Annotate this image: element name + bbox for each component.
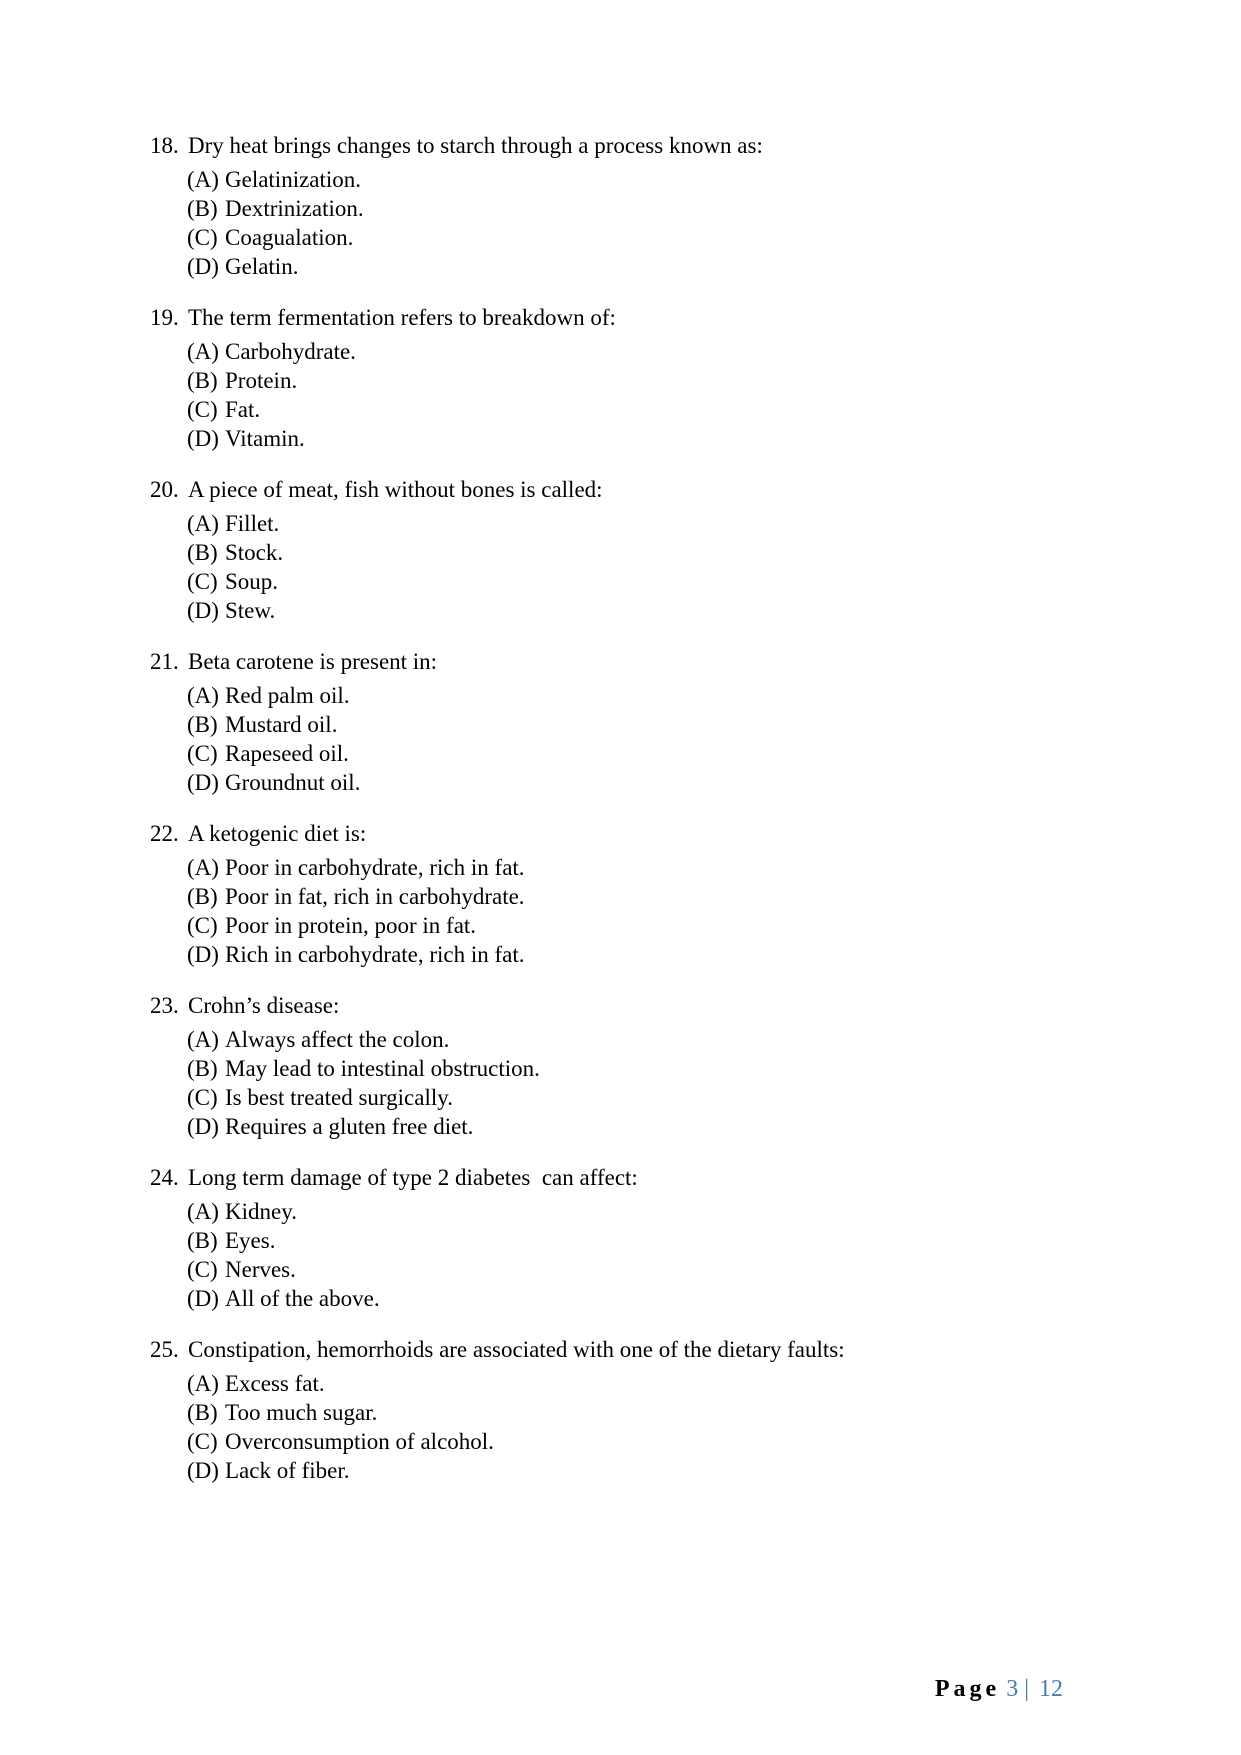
- question-item: [150, 819, 1150, 969]
- option-text: Vitamin.: [225, 426, 305, 451]
- page-label: Page: [934, 1676, 1001, 1702]
- question-item: [150, 303, 1150, 453]
- option-letter: (D): [187, 942, 219, 967]
- answer-option: [187, 538, 1150, 567]
- option-text: Coagualation.: [225, 225, 354, 250]
- question-item: [150, 131, 1150, 281]
- answer-option: [187, 1083, 1150, 1112]
- question-stem: [150, 819, 1150, 853]
- question-number: 19.: [150, 305, 179, 330]
- answer-option: [187, 366, 1150, 395]
- question-text: The term fermentation refers to breakdown of:: [188, 305, 616, 330]
- option-letter: (C): [187, 741, 218, 766]
- option-letter: (A): [187, 855, 219, 880]
- option-text: Requires a gluten free diet.: [225, 1114, 474, 1139]
- question-stem: [150, 647, 1150, 681]
- question-number: 18.: [150, 133, 179, 158]
- option-letter: (C): [187, 913, 218, 938]
- page-number: 3: [1006, 1676, 1019, 1702]
- answer-option: [187, 940, 1150, 969]
- option-letter: (D): [187, 1114, 219, 1139]
- answer-option: [187, 681, 1150, 710]
- option-text: Eyes.: [225, 1228, 276, 1253]
- option-list: [150, 681, 1150, 797]
- option-letter: (A): [187, 339, 219, 364]
- option-text: Poor in carbohydrate, rich in fat.: [225, 855, 525, 880]
- option-letter: (D): [187, 254, 219, 279]
- option-list: [150, 1025, 1150, 1141]
- answer-option: [187, 853, 1150, 882]
- option-list: [150, 165, 1150, 281]
- question-list: [150, 131, 1150, 1507]
- question-number: 24.: [150, 1165, 179, 1190]
- answer-option: [187, 1226, 1150, 1255]
- option-letter: (C): [187, 1429, 218, 1454]
- option-letter: (A): [187, 1199, 219, 1224]
- option-text: Rich in carbohydrate, rich in fat.: [225, 942, 525, 967]
- option-text: Fillet.: [225, 511, 280, 536]
- question-number: 20.: [150, 477, 179, 502]
- answer-option: [187, 424, 1150, 453]
- option-letter: (B): [187, 1228, 218, 1253]
- option-letter: (B): [187, 368, 218, 393]
- question-text: A ketogenic diet is:: [188, 821, 367, 846]
- option-letter: (D): [187, 1458, 219, 1483]
- option-letter: (A): [187, 1027, 219, 1052]
- answer-option: [187, 1456, 1150, 1485]
- page-footer: [935, 1674, 1063, 1704]
- option-text: Nerves.: [225, 1257, 296, 1282]
- option-list: [150, 853, 1150, 969]
- option-letter: (D): [187, 1286, 219, 1311]
- option-text: Fat.: [225, 397, 261, 422]
- option-list: [150, 337, 1150, 453]
- option-text: Red palm oil.: [225, 683, 350, 708]
- option-text: Stew.: [225, 598, 276, 623]
- answer-option: [187, 252, 1150, 281]
- option-text: Kidney.: [225, 1199, 297, 1224]
- answer-option: [187, 1284, 1150, 1313]
- option-letter: (C): [187, 397, 218, 422]
- option-letter: (A): [187, 511, 219, 536]
- answer-option: [187, 768, 1150, 797]
- answer-option: [187, 194, 1150, 223]
- answer-option: [187, 509, 1150, 538]
- question-text: Constipation, hemorrhoids are associated with one of the dietary faults:: [188, 1337, 845, 1362]
- option-letter: (D): [187, 770, 219, 795]
- option-letter: (D): [187, 426, 219, 451]
- question-text: Long term damage of type 2 diabetes can affect:: [188, 1165, 638, 1190]
- option-text: Gelatinization.: [225, 167, 362, 192]
- option-list: [150, 1197, 1150, 1313]
- answer-option: [187, 1398, 1150, 1427]
- answer-option: [187, 1054, 1150, 1083]
- answer-option: [187, 1112, 1150, 1141]
- question-stem: [150, 475, 1150, 509]
- answer-option: [187, 1369, 1150, 1398]
- question-number: 23.: [150, 993, 179, 1018]
- option-letter: (C): [187, 1257, 218, 1282]
- option-text: Soup.: [225, 569, 279, 594]
- option-letter: (B): [187, 712, 218, 737]
- page-separator: |: [1024, 1676, 1029, 1702]
- option-text: Carbohydrate.: [225, 339, 356, 364]
- option-letter: (B): [187, 1400, 218, 1425]
- answer-option: [187, 223, 1150, 252]
- option-text: Stock.: [225, 540, 284, 565]
- option-text: Is best treated surgically.: [225, 1085, 454, 1110]
- answer-option: [187, 882, 1150, 911]
- answer-option: [187, 596, 1150, 625]
- option-letter: (A): [187, 167, 219, 192]
- option-letter: (A): [187, 683, 219, 708]
- answer-option: [187, 567, 1150, 596]
- answer-option: [187, 337, 1150, 366]
- option-letter: (B): [187, 540, 218, 565]
- question-stem: [150, 131, 1150, 165]
- answer-option: [187, 1025, 1150, 1054]
- question-item: [150, 991, 1150, 1141]
- option-list: [150, 509, 1150, 625]
- question-stem: [150, 303, 1150, 337]
- question-stem: [150, 1163, 1150, 1197]
- option-text: Excess fat.: [225, 1371, 325, 1396]
- option-text: Lack of fiber.: [225, 1458, 350, 1483]
- answer-option: [187, 710, 1150, 739]
- page-total: 12: [1039, 1676, 1063, 1702]
- answer-option: [187, 1255, 1150, 1284]
- option-text: Groundnut oil.: [225, 770, 361, 795]
- option-text: May lead to intestinal obstruction.: [225, 1056, 540, 1081]
- option-list: [150, 1369, 1150, 1485]
- question-text: A piece of meat, fish without bones is called:: [188, 477, 603, 502]
- question-number: 22.: [150, 821, 179, 846]
- question-text: Beta carotene is present in:: [188, 649, 438, 674]
- option-letter: (C): [187, 225, 218, 250]
- question-text: Crohn’s disease:: [188, 993, 340, 1018]
- option-text: Poor in protein, poor in fat.: [225, 913, 477, 938]
- answer-option: [187, 1197, 1150, 1226]
- question-text: Dry heat brings changes to starch through a process known as:: [188, 133, 763, 158]
- question-item: [150, 1335, 1150, 1485]
- option-letter: (B): [187, 884, 218, 909]
- option-letter: (A): [187, 1371, 219, 1396]
- option-text: Too much sugar.: [225, 1400, 378, 1425]
- question-stem: [150, 1335, 1150, 1369]
- question-item: [150, 647, 1150, 797]
- question-stem: [150, 991, 1150, 1025]
- option-text: Mustard oil.: [225, 712, 338, 737]
- option-text: Poor in fat, rich in carbohydrate.: [225, 884, 525, 909]
- option-text: Gelatin.: [225, 254, 299, 279]
- option-text: Rapeseed oil.: [225, 741, 349, 766]
- option-text: Always affect the colon.: [225, 1027, 450, 1052]
- option-text: Protein.: [225, 368, 298, 393]
- question-item: [150, 1163, 1150, 1313]
- option-text: Overconsumption of alcohol.: [225, 1429, 494, 1454]
- option-letter: (C): [187, 569, 218, 594]
- answer-option: [187, 739, 1150, 768]
- answer-option: [187, 1427, 1150, 1456]
- option-letter: (D): [187, 598, 219, 623]
- option-letter: (B): [187, 196, 218, 221]
- answer-option: [187, 395, 1150, 424]
- answer-option: [187, 165, 1150, 194]
- option-text: All of the above.: [225, 1286, 380, 1311]
- question-number: 21.: [150, 649, 179, 674]
- question-number: 25.: [150, 1337, 179, 1362]
- answer-option: [187, 911, 1150, 940]
- option-text: Dextrinization.: [225, 196, 364, 221]
- option-letter: (C): [187, 1085, 218, 1110]
- option-letter: (B): [187, 1056, 218, 1081]
- question-item: [150, 475, 1150, 625]
